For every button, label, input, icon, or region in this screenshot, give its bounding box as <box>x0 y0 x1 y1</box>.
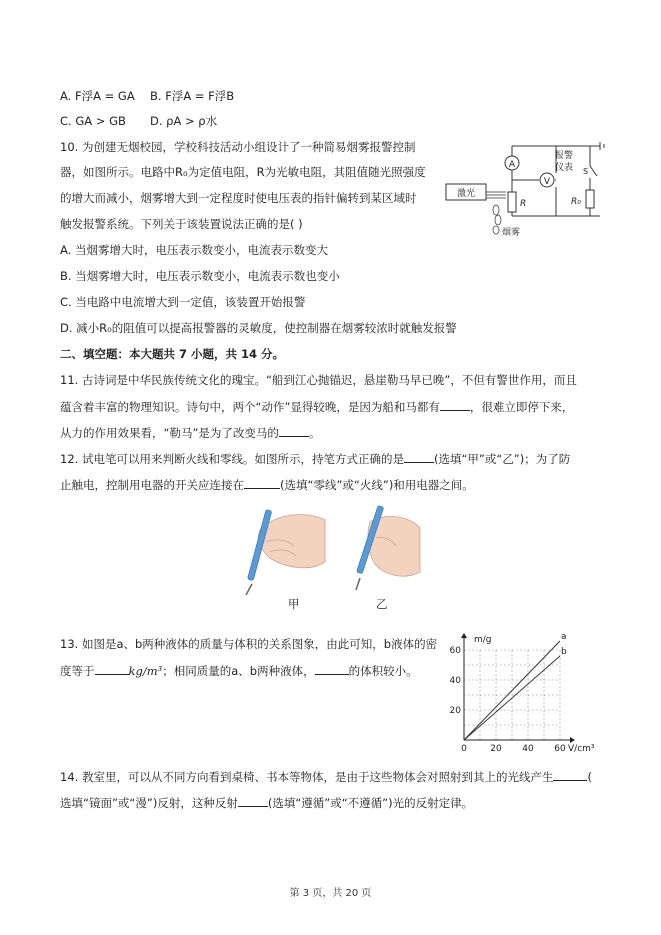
q11-blank-2[interactable] <box>279 424 309 437</box>
photoresistor-label: R <box>520 199 527 209</box>
q11-line1: 11. 古诗词是中华民族传统文化的瑰宝。“船到江心抛锚迟，悬崖勒马早已晚”，不但有警世作用，而且 <box>60 373 577 387</box>
q9-option-d: D. ρA > ρ水 <box>150 114 218 128</box>
x-tick-label: 60 <box>554 744 566 754</box>
q12-blank-1[interactable] <box>404 450 434 463</box>
q11-line3: 从力的作用效果看，“勒马”是为了改变马的 。 <box>60 426 321 440</box>
x-tick-label: 40 <box>522 744 534 754</box>
q14-line1: 14. 教室里，可以从不同方向看到桌椅、书本等物体，是由于这些物体会对照射到其上的光线产生 ( <box>60 770 592 784</box>
q10-option-d: D. 减小R₀的阻值可以提高报警器的灵敏度，使控制器在烟雾较浓时就触发报警 <box>60 321 457 335</box>
y-tick-label: 20 <box>449 706 461 716</box>
photoresistor-symbol <box>508 192 516 212</box>
ammeter-label: A <box>508 160 516 170</box>
q9-option-c: C. GA > GB <box>60 114 126 128</box>
circuit-diagram <box>440 140 610 240</box>
smoke-icon <box>493 205 501 234</box>
laser-label: 激光 <box>456 189 476 199</box>
voltmeter-label: V <box>543 177 551 187</box>
smoke-label: 烟雾 <box>502 228 521 238</box>
q10-stem-line1: 10. 为创建无烟校园，学校科技活动小组设计了一种简易烟雾报警控制 <box>60 140 416 154</box>
q13-line2: 度等于 kg/m³；相同质量的a、b两种液体， 的体积较小。 <box>60 664 418 678</box>
q13-line1: 13. 如图是a、b两种液体的质量与体积的关系图象，由此可知，b液体的密 <box>60 637 438 651</box>
fixed-resistor-label: R₀ <box>571 197 581 207</box>
hand-yi-illustration <box>356 505 420 590</box>
alarm-label: 报警 <box>555 151 574 161</box>
q14-blank-1[interactable] <box>553 768 587 781</box>
q11-line2: 蕴含着丰富的物理知识。诗句中，两个“动作”显得较晚，是因为船和马都有 ，很难立即停下来， <box>60 400 574 414</box>
q12-line2: 止触电，控制用电器的开关应连接在 (选填“零线”或“火线”)和用电器之间。 <box>60 478 474 492</box>
y-axis-label: m/g <box>474 635 492 645</box>
section-2-header: 二、填空题：本大题共 7 小题，共 14 分。 <box>60 347 285 361</box>
q13-blank-1[interactable] <box>95 662 129 675</box>
x-tick-label: 20 <box>490 744 502 754</box>
q10-stem-line2: 器，如图所示。电路中R₀为定值电阻，R为光敏电阻，其阻值随光照强度 <box>60 165 426 179</box>
q10-option-c: C. 当电路中电流增大到一定值，该装置开始报警 <box>60 295 306 309</box>
q10-option-a: A. 当烟雾增大时，电压表示数变小，电流表示数变大 <box>60 243 328 257</box>
x-axis-label: V/cm³ <box>568 744 595 754</box>
mass-volume-chart <box>440 630 605 758</box>
y-tick-label: 60 <box>449 646 461 656</box>
instrument-label: 仪表 <box>555 163 574 173</box>
q12-line1: 12. 试电笔可以用来判断火线和零线。如图所示，持笔方式正确的是 (选填“甲”或“乙”)；为了防 <box>60 452 571 466</box>
q11-blank-1[interactable] <box>440 398 470 411</box>
q9-option-a: A. F浮A = GA <box>60 89 135 103</box>
series-label-b: b <box>561 647 567 657</box>
q9-option-b: B. F浮A = F浮B <box>150 89 235 103</box>
test-pen-figure <box>230 502 430 597</box>
q10-option-b: B. 当烟雾增大时，电压表示数变小，电流表示数也变小 <box>60 269 340 283</box>
q14-blank-2[interactable] <box>238 794 268 807</box>
x-axis-arrow <box>570 737 575 743</box>
hand-jia-illustration <box>246 509 325 595</box>
q10-stem-line4: 触发报警系统。下列关于该装置说法正确的是( ) <box>60 217 303 231</box>
switch-label: S <box>583 167 589 176</box>
q13-blank-2[interactable] <box>315 662 349 675</box>
label-jia: 甲 <box>288 597 300 611</box>
page-footer: 第 3 页，共 20 页 <box>289 888 372 899</box>
y-axis-arrow <box>461 633 467 638</box>
q10-stem-line3: 的增大而减小，烟雾增大到一定程度时使电压表的指针偏转到某区域时 <box>60 191 417 205</box>
label-yi: 乙 <box>376 597 388 611</box>
series-label-a: a <box>561 632 567 642</box>
q12-blank-2[interactable] <box>244 476 280 489</box>
x-tick-label: 0 <box>461 744 467 754</box>
fixed-resistor-symbol <box>586 190 594 208</box>
q14-line2: 选填“镜面”或“漫”)反射，这种反射 (选填“遵循”或“不遵循”)光的反射定律。 <box>60 796 474 810</box>
y-tick-label: 40 <box>449 676 461 686</box>
